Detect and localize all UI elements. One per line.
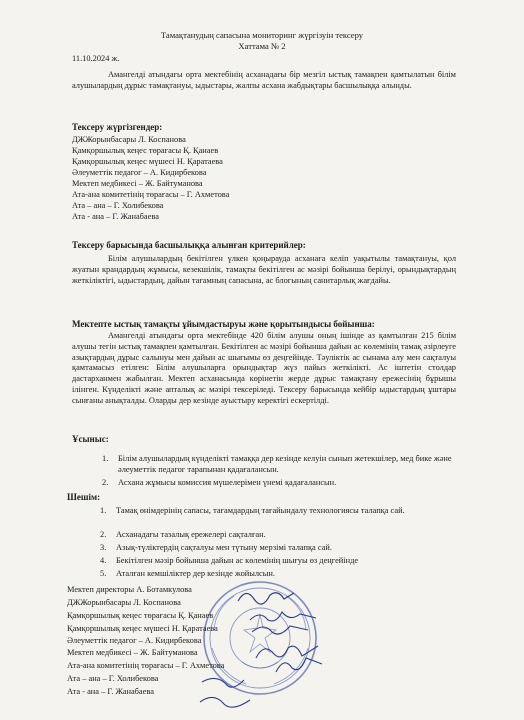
criteria-paragraph: Білім алушылардың бекітілген үлкен қоңырауда асханаға келіп уақытылы тамақтануы, қол жуатын крандардың жұмысы, кезекшілік, тамақты бекітілген ас мәзірі бойынша берілуі, орындықтардың жеткіліктігі, ыдыстардың, дайын тағамның сапасына, ас блогының санитарлық жағдайы. <box>72 254 456 285</box>
protocol-number: Хаттама № 2 <box>238 41 286 51</box>
intro-paragraph: Амангелді атындағы орта мектебінің асханадағы бір мезгіл ыстық тамақпен қамтылатын білім алушылардың дұрыс тамақтануы, ыдыстары, жалпы асхана жабдықтары басшылыққа алынды. <box>72 70 456 90</box>
inspector-item: Мектеп медбикесі – Ж. Байтуманова <box>72 179 203 188</box>
signatory-line: Мектеп медбикесі – Ж. Байтуманова <box>67 648 198 657</box>
signatory-line: Қамқоршылық кеңес мүшесі Н. Қаратаева <box>67 624 218 633</box>
signatory-line: Әлеуметтік педагог – А. Кидирбекова <box>67 636 202 645</box>
document-title: Тамақтанудың сапасына мониторинг жүргізуін тексеру <box>160 30 364 40</box>
inspector-item: Ата - ана – Г. Жанабаева <box>72 212 159 221</box>
signatory-line: Ата-ана комитетінің төрағасы – Г. Ахметова <box>67 661 225 670</box>
signatory-line: Ата - ана – Г. Жанабаева <box>67 687 154 696</box>
decision-item: 3. Азық-түліктердің сақталуы мен түтыну мерзімі талапқа сай. <box>100 543 332 552</box>
results-heading: Мектепте ыстық тамақты ұйымдастыруы және қорытындысы бойынша: <box>72 319 375 329</box>
signatory-line: Мектеп директоры А. Ботамкулова <box>67 585 192 594</box>
results-paragraph: Амангелді атындағы орта мектебінде 420 білім алушы оның ішінде аз қамтылған 215 білім алушы тегін ыстық тамақпен қамтылған. Бекітілген ас мәзірі бойынша дайын ас көлемінің тамақ әзірлеуге азықтардың дұрыс салынуы мен дайын ас шығымы өз деңгейінде. Тәуліктік ас сынама алу мен сақталуы қамтамасыз етілген: Білім алушыларға орындықтар жүз пайыз жеткілікті. Ас іштетін столдар дастарханмен жабылған. Мектеп асханасында көрінетін жерде дұрыс тамақтану ережесінің бұрышы ілінген. Күнделікті және апталық ас мәзірі тексеріледі. Тексеру барысында кейбір ыдыстардың ұштары сынғаны анықталды. Оларды дер кезінде ауыстыру керектігі ескертілді. <box>72 331 456 405</box>
inspector-item: ДЖЖорынбасары Л. Коспанова <box>72 135 186 144</box>
signature-director <box>236 585 296 607</box>
decision-item: 5. Аталған кемшіліктер дер кезінде жойылсын. <box>100 569 275 578</box>
inspectors-heading: Тексеру жүргізгендер: <box>72 122 163 132</box>
decision-item: 1. Тамақ өнімдерінің сапасы, тағамдардың тағайындалу технологиясы талапқа сай. <box>100 506 405 515</box>
inspector-item: Әлеуметтік педагог – А. Кидирбекова <box>72 168 207 177</box>
signatory-line: Қамқоршылық кеңес төрағасы Қ. Қанаев <box>67 611 214 620</box>
inspector-item: Ата – ана – Г. Холибекова <box>72 201 164 210</box>
signature-nurse <box>274 652 324 676</box>
decision-heading: Шешім: <box>67 492 101 502</box>
signature-board-chair <box>250 620 310 640</box>
criteria-heading: Тексеру барысында басшылыққа алынған критерийлер: <box>72 240 306 250</box>
inspector-item: Ата-ана комитетінің төрағасы – Г. Ахметова <box>72 190 230 199</box>
signatory-line: Ата – ана – Г. Холибекова <box>67 674 159 683</box>
proposal-item: 1. Білім алушылардың күнделікті тамаққа дер кезінде келуін сынып жетекшілер, мед бике және әлеуметтік педагог тарапынан қадағалансын. <box>102 454 452 474</box>
signatory-line: ДЖЖорынбасары Л. Коспанова <box>67 598 181 607</box>
inspector-item: Қамқоршылық кеңес төрағасы Қ. Қанаев <box>72 146 219 155</box>
document-date: 11.10.2024 ж. <box>72 54 120 63</box>
decision-item: 2. Асханадағы тазалық ережелері сақталған. <box>100 530 266 539</box>
proposal-item: 2. Асхана жұмысы комиссия мүшелерімен үнемі қадағалансын. <box>102 478 337 487</box>
decision-item: 4. Бекітілген мәзір бойынша дайын ас көлемінің шығуы өз деңгейінде <box>100 556 359 565</box>
proposals-heading: Ұсыныс: <box>72 434 109 444</box>
signature-parents <box>196 672 256 716</box>
inspector-item: Қамқоршылық кеңес мүшесі Н. Қаратаева <box>72 157 223 166</box>
